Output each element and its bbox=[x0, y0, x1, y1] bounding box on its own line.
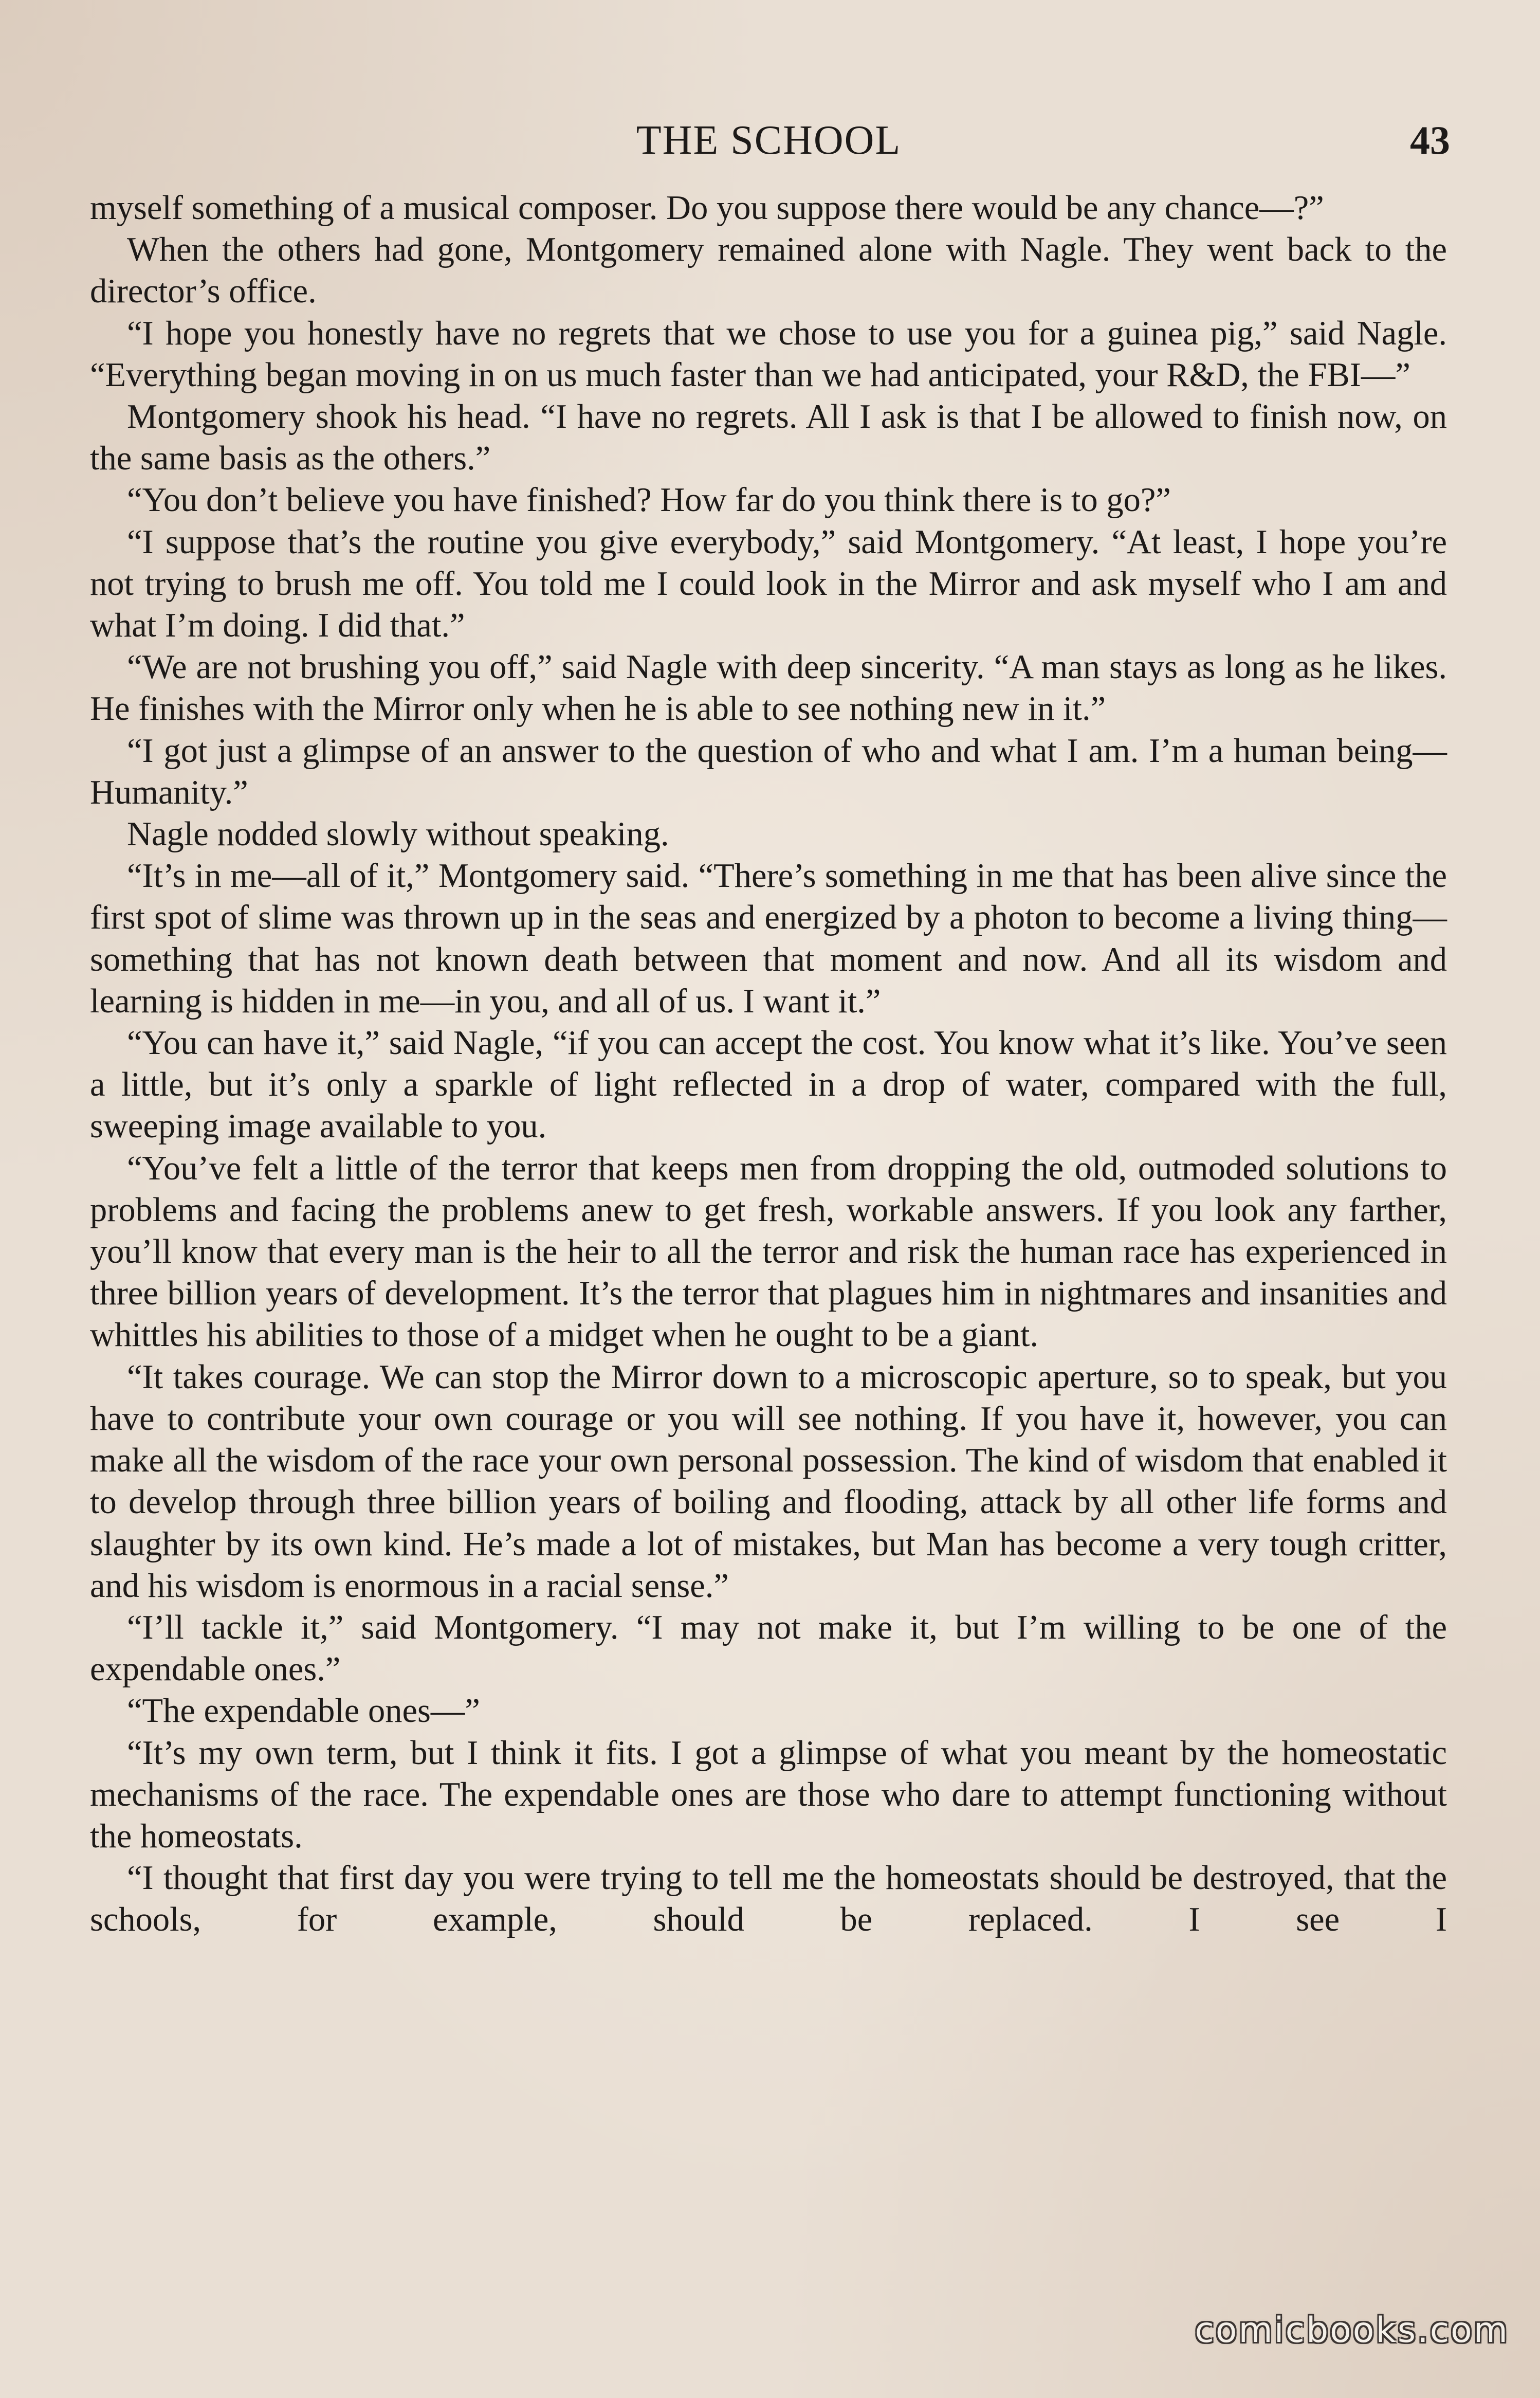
body-text bbox=[90, 187, 1447, 1941]
paragraph: myself something of a musical composer. Do you suppose there would be any chance—?” bbox=[90, 189, 1324, 227]
watermark: comicbooks.com bbox=[1195, 2310, 1509, 2351]
paragraph: “It’s in me—all of it,” Montgomery said. “There’s something in me that has been alive since the first spot of slime was thrown up in the seas and energized by a photon to become a living thing—something that has not known death between that moment and now. And all its wisdom and learning is hidden in me—in you, and all of us. I want it.” bbox=[90, 857, 1447, 1020]
paragraph: “You don’t believe you have finished? How far do you think there is to go?” bbox=[127, 481, 1171, 519]
paragraph: “It takes courage. We can stop the Mirror down to a microscopic aperture, so to speak, but you have to contribute your own courage or you will see nothing. If you have it, however, you can make all the wisdom of the race your own personal possession. The kind of wisdom that enabled it to develop through three billion years of boiling and flooding, attack by all other life forms and slaughter by its own kind. He’s made a lot of mistakes, but Man has become a very tough critter, and his wisdom is enormous in a racial sense.” bbox=[90, 1358, 1447, 1605]
paragraph: “I suppose that’s the routine you give everybody,” said Montgomery. “At least, I hope you’re not trying to brush me off. You told me I could look in the Mirror and ask myself who I am and what I’m doing. I did that.” bbox=[90, 523, 1447, 645]
paragraph: “We are not brushing you off,” said Nagle with deep sincerity. “A man stays as long as he likes. He finishes with the Mirror only when he is able to see nothing new in it.” bbox=[90, 648, 1447, 728]
page-number: 43 bbox=[1410, 118, 1450, 162]
page-header bbox=[87, 112, 1450, 169]
paragraph: “I thought that first day you were trying to tell me the homeostats should be destroyed, that the schools, for example, should be replaced. I see I bbox=[90, 1859, 1447, 1939]
paragraph: When the others had gone, Montgomery remained alone with Nagle. They went back to the director’s office. bbox=[90, 231, 1447, 311]
paragraph: “You can have it,” said Nagle, “if you can accept the cost. You know what it’s like. You’ve seen a little, but it’s only a sparkle of light reflected in a drop of water, compared with the full, sweeping image available to you. bbox=[90, 1024, 1447, 1146]
paragraph: Montgomery shook his head. “I have no regrets. All I ask is that I be allowed to finish now, on the same basis as the others.” bbox=[90, 398, 1447, 478]
paragraph: “It’s my own term, but I think it fits. I got a glimpse of what you meant by the homeostatic mechanisms of the race. The expendable ones are those who dare to attempt functioning without the homeostats. bbox=[90, 1734, 1447, 1855]
paragraph: “I hope you honestly have no regrets that we chose to use you for a guinea pig,” said Nagle. “Everything began moving in on us much faster than we had anticipated, your R&D, the FBI—” bbox=[90, 314, 1447, 394]
paragraph: Nagle nodded slowly without speaking. bbox=[127, 815, 669, 853]
running-title: THE SCHOOL bbox=[636, 118, 902, 163]
paragraph: “I’ll tackle it,” said Montgomery. “I may not make it, but I’m willing to be one of the expendable ones.” bbox=[90, 1608, 1447, 1688]
paragraph: “I got just a glimpse of an answer to the question of who and what I am. I’m a human being—Humanity.” bbox=[90, 732, 1447, 811]
paragraph: “You’ve felt a little of the terror that keeps men from dropping the old, outmoded solutions to problems and facing the problems anew to get fresh, workable answers. If you look any farther, you’ll know that every man is the heir to all the terror and risk the human race has experienced in three billion years of development. It’s the terror that plagues him in nightmares and insanities and whittles his abilities to those of a midget when he ought to be a giant. bbox=[90, 1149, 1447, 1354]
paragraph: “The expendable ones—” bbox=[127, 1692, 480, 1730]
